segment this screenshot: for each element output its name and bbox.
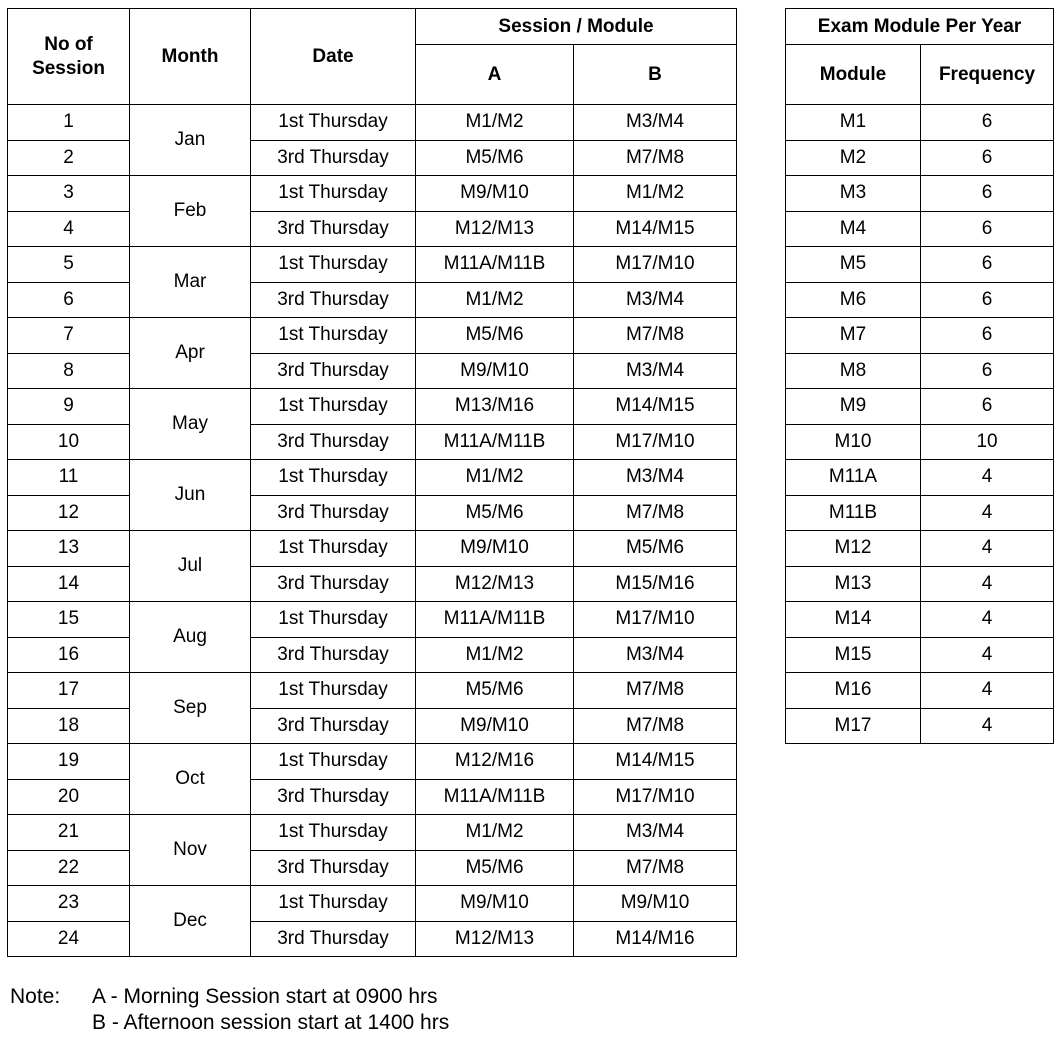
session-number: 18: [8, 708, 130, 744]
frequency-cell: 6: [921, 389, 1054, 425]
session-number: 21: [8, 815, 130, 851]
month-cell: Dec: [130, 886, 251, 957]
table-row: [786, 318, 1054, 354]
note-lines: [92, 984, 449, 1036]
session-number: 24: [8, 921, 130, 957]
table-row: [8, 460, 737, 496]
frequency-cell: 4: [921, 673, 1054, 709]
session-b-cell: M3/M4: [574, 460, 737, 496]
session-b-cell: M17/M10: [574, 602, 737, 638]
session-a-cell: M5/M6: [416, 318, 574, 354]
month-cell: Jul: [130, 531, 251, 602]
table-row: [8, 282, 737, 318]
table-row: [786, 460, 1054, 496]
module-cell: M14: [786, 602, 921, 638]
session-a-cell: M11A/M11B: [416, 779, 574, 815]
session-b-cell: M3/M4: [574, 637, 737, 673]
month-cell: May: [130, 389, 251, 460]
date-cell: 1st Thursday: [251, 460, 416, 496]
session-a-cell: M9/M10: [416, 531, 574, 567]
session-b-cell: M3/M4: [574, 353, 737, 389]
table-row: [8, 353, 737, 389]
date-cell: 1st Thursday: [251, 531, 416, 567]
session-b-cell: M1/M2: [574, 176, 737, 212]
month-cell: Mar: [130, 247, 251, 318]
session-b-cell: M17/M10: [574, 779, 737, 815]
table-row: [8, 211, 737, 247]
frequency-cell: 6: [921, 140, 1054, 176]
session-number: 5: [8, 247, 130, 283]
session-a-cell: M5/M6: [416, 850, 574, 886]
module-cell: M16: [786, 673, 921, 709]
table-row: [8, 886, 737, 922]
session-a-cell: M12/M13: [416, 211, 574, 247]
session-number: 4: [8, 211, 130, 247]
module-cell: M17: [786, 708, 921, 744]
table-row: [786, 531, 1054, 567]
table-row: [8, 850, 737, 886]
session-schedule-table: [7, 8, 737, 957]
session-b-cell: M3/M4: [574, 282, 737, 318]
session-number: 11: [8, 460, 130, 496]
session-a-cell: M9/M10: [416, 353, 574, 389]
session-number: 12: [8, 495, 130, 531]
session-number: 20: [8, 779, 130, 815]
frequency-cell: 6: [921, 247, 1054, 283]
module-cell: M13: [786, 566, 921, 602]
date-cell: 1st Thursday: [251, 247, 416, 283]
session-number: 1: [8, 105, 130, 141]
month-cell: Apr: [130, 318, 251, 389]
module-cell: M8: [786, 353, 921, 389]
note-line-a: A - Morning Session start at 0900 hrs: [92, 985, 438, 1008]
session-b-cell: M17/M10: [574, 424, 737, 460]
table-row: [8, 140, 737, 176]
session-a-cell: M9/M10: [416, 176, 574, 212]
session-number: 23: [8, 886, 130, 922]
table-row: [8, 424, 737, 460]
session-b-cell: M7/M8: [574, 140, 737, 176]
module-cell: M10: [786, 424, 921, 460]
session-number: 13: [8, 531, 130, 567]
session-a-cell: M5/M6: [416, 673, 574, 709]
frequency-cell: 6: [921, 211, 1054, 247]
table-row: [786, 353, 1054, 389]
date-cell: 1st Thursday: [251, 105, 416, 141]
table-row: [786, 602, 1054, 638]
session-number: 19: [8, 744, 130, 780]
session-number: 10: [8, 424, 130, 460]
header-session-b: B: [574, 45, 737, 105]
frequency-cell: 6: [921, 353, 1054, 389]
table-row: [786, 708, 1054, 744]
session-b-cell: M14/M16: [574, 921, 737, 957]
session-a-cell: M12/M16: [416, 744, 574, 780]
module-cell: M3: [786, 176, 921, 212]
table-row: [786, 211, 1054, 247]
table-row: [786, 495, 1054, 531]
table-row: [8, 708, 737, 744]
session-number: 6: [8, 282, 130, 318]
frequency-cell: 4: [921, 637, 1054, 673]
header-month: Month: [130, 9, 251, 105]
module-cell: M7: [786, 318, 921, 354]
session-b-cell: M7/M8: [574, 850, 737, 886]
schedule-body: [8, 105, 737, 957]
session-a-cell: M1/M2: [416, 460, 574, 496]
session-b-cell: M14/M15: [574, 211, 737, 247]
session-number: 22: [8, 850, 130, 886]
date-cell: 3rd Thursday: [251, 211, 416, 247]
month-cell: Aug: [130, 602, 251, 673]
table-row: [8, 495, 737, 531]
table-row: [8, 602, 737, 638]
table-row: [8, 247, 737, 283]
session-b-cell: M9/M10: [574, 886, 737, 922]
table-row: [8, 105, 737, 141]
table-row: [8, 389, 737, 425]
module-cell: M9: [786, 389, 921, 425]
module-cell: M12: [786, 531, 921, 567]
session-a-cell: M1/M2: [416, 815, 574, 851]
month-cell: Oct: [130, 744, 251, 815]
month-cell: Feb: [130, 176, 251, 247]
date-cell: 1st Thursday: [251, 886, 416, 922]
date-cell: 3rd Thursday: [251, 779, 416, 815]
table-row: [786, 282, 1054, 318]
session-b-cell: M7/M8: [574, 318, 737, 354]
date-cell: 3rd Thursday: [251, 353, 416, 389]
module-cell: M6: [786, 282, 921, 318]
session-b-cell: M7/M8: [574, 673, 737, 709]
date-cell: 1st Thursday: [251, 602, 416, 638]
session-b-cell: M15/M16: [574, 566, 737, 602]
session-number: 9: [8, 389, 130, 425]
module-cell: M1: [786, 105, 921, 141]
table-row: [8, 673, 737, 709]
module-cell: M15: [786, 637, 921, 673]
table-row: [786, 566, 1054, 602]
session-b-cell: M14/M15: [574, 744, 737, 780]
date-cell: 1st Thursday: [251, 318, 416, 354]
table-row: [786, 673, 1054, 709]
session-number: 15: [8, 602, 130, 638]
date-cell: 1st Thursday: [251, 176, 416, 212]
session-a-cell: M13/M16: [416, 389, 574, 425]
table-row: [8, 637, 737, 673]
frequency-cell: 4: [921, 495, 1054, 531]
frequency-cell: 4: [921, 602, 1054, 638]
date-cell: 3rd Thursday: [251, 850, 416, 886]
session-number: 2: [8, 140, 130, 176]
session-a-cell: M12/M13: [416, 566, 574, 602]
session-a-cell: M1/M2: [416, 637, 574, 673]
session-b-cell: M17/M10: [574, 247, 737, 283]
session-b-cell: M14/M15: [574, 389, 737, 425]
table-row: [8, 744, 737, 780]
month-cell: Sep: [130, 673, 251, 744]
session-b-cell: M3/M4: [574, 815, 737, 851]
date-cell: 3rd Thursday: [251, 495, 416, 531]
header-date: Date: [251, 9, 416, 105]
header-session-module: Session / Module: [416, 9, 737, 45]
frequency-cell: 6: [921, 105, 1054, 141]
session-a-cell: M1/M2: [416, 282, 574, 318]
table-row: [8, 779, 737, 815]
date-cell: 1st Thursday: [251, 389, 416, 425]
table-row: [8, 921, 737, 957]
date-cell: 3rd Thursday: [251, 566, 416, 602]
table-row: [8, 566, 737, 602]
table-row: [786, 424, 1054, 460]
table-row: [8, 318, 737, 354]
session-a-cell: M11A/M11B: [416, 602, 574, 638]
table-row: [8, 531, 737, 567]
session-b-cell: M7/M8: [574, 708, 737, 744]
date-cell: 1st Thursday: [251, 673, 416, 709]
date-cell: 3rd Thursday: [251, 708, 416, 744]
header-frequency: Frequency: [921, 45, 1054, 105]
frequency-cell: 6: [921, 282, 1054, 318]
date-cell: 3rd Thursday: [251, 637, 416, 673]
table-row: [786, 176, 1054, 212]
month-cell: Nov: [130, 815, 251, 886]
module-cell: M5: [786, 247, 921, 283]
date-cell: 1st Thursday: [251, 815, 416, 851]
module-cell: M11B: [786, 495, 921, 531]
date-cell: 3rd Thursday: [251, 282, 416, 318]
note: [10, 984, 449, 1036]
date-cell: 3rd Thursday: [251, 424, 416, 460]
exam-module-table: [785, 8, 1054, 744]
table-row: [786, 637, 1054, 673]
frequency-cell: 6: [921, 176, 1054, 212]
exam-body: [786, 105, 1054, 744]
frequency-cell: 6: [921, 318, 1054, 354]
session-a-cell: M12/M13: [416, 921, 574, 957]
date-cell: 1st Thursday: [251, 744, 416, 780]
session-a-cell: M9/M10: [416, 708, 574, 744]
header-module: Module: [786, 45, 921, 105]
table-row: [786, 389, 1054, 425]
date-cell: 3rd Thursday: [251, 921, 416, 957]
session-number: 3: [8, 176, 130, 212]
frequency-cell: 4: [921, 566, 1054, 602]
session-b-cell: M5/M6: [574, 531, 737, 567]
session-a-cell: M11A/M11B: [416, 424, 574, 460]
session-a-cell: M1/M2: [416, 105, 574, 141]
session-number: 17: [8, 673, 130, 709]
frequency-cell: 10: [921, 424, 1054, 460]
session-number: 16: [8, 637, 130, 673]
date-cell: 3rd Thursday: [251, 140, 416, 176]
module-cell: M2: [786, 140, 921, 176]
session-a-cell: M11A/M11B: [416, 247, 574, 283]
exam-title: Exam Module Per Year: [786, 9, 1054, 45]
session-b-cell: M3/M4: [574, 105, 737, 141]
month-cell: Jan: [130, 105, 251, 176]
frequency-cell: 4: [921, 460, 1054, 496]
header-session-a: A: [416, 45, 574, 105]
session-a-cell: M5/M6: [416, 495, 574, 531]
header-no-of-session: No of Session: [8, 9, 130, 105]
module-cell: M11A: [786, 460, 921, 496]
note-line-b: B - Afternoon session start at 1400 hrs: [92, 1011, 450, 1034]
session-number: 8: [8, 353, 130, 389]
session-number: 7: [8, 318, 130, 354]
session-number: 14: [8, 566, 130, 602]
frequency-cell: 4: [921, 531, 1054, 567]
table-row: [786, 247, 1054, 283]
table-row: [8, 815, 737, 851]
month-cell: Jun: [130, 460, 251, 531]
session-b-cell: M7/M8: [574, 495, 737, 531]
table-row: [8, 176, 737, 212]
table-row: [786, 140, 1054, 176]
session-a-cell: M9/M10: [416, 886, 574, 922]
table-row: [786, 105, 1054, 141]
frequency-cell: 4: [921, 708, 1054, 744]
module-cell: M4: [786, 211, 921, 247]
note-label: Note:: [10, 985, 61, 1008]
session-a-cell: M5/M6: [416, 140, 574, 176]
